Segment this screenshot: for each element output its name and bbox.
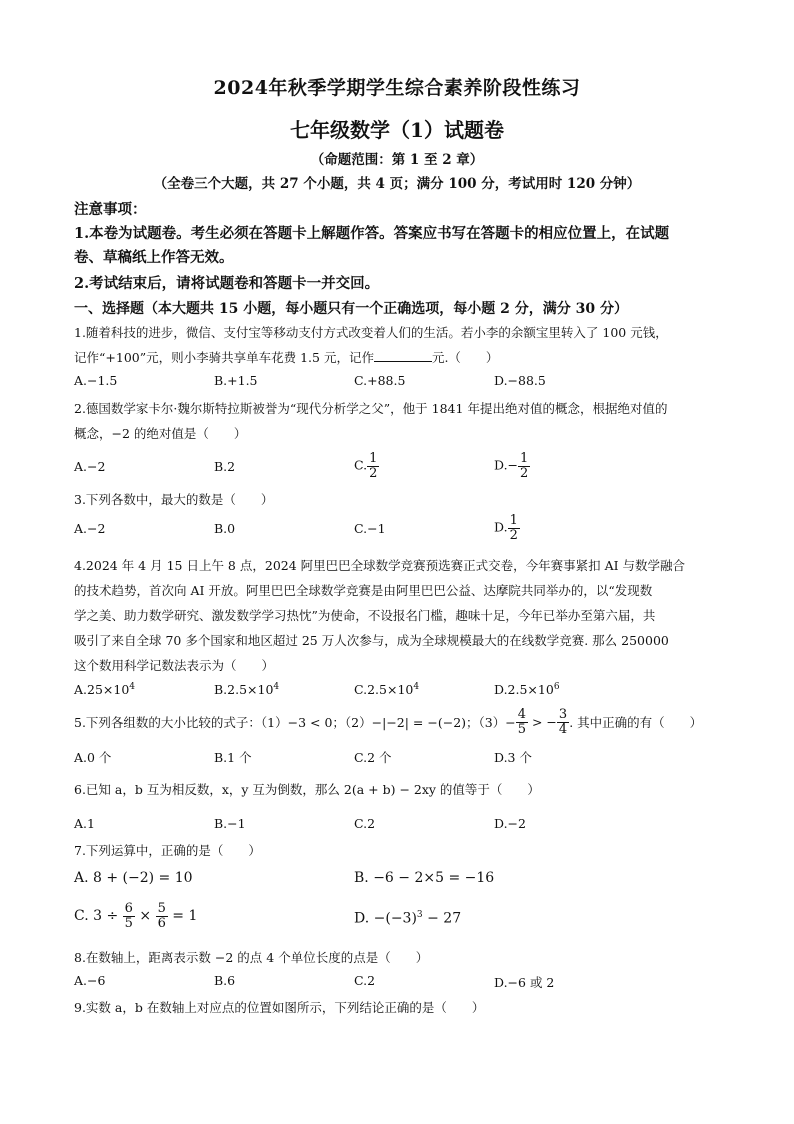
q6-option-b: B.−1	[214, 816, 246, 831]
q2-line-1: 2.德国数学家卡尔·魏尔斯特拉斯被誉为“现代分析学之父”，他于 1841 年提出绝对值的概念，根据绝对值的	[74, 401, 668, 416]
fraction: $\frac{6}{5}$	[124, 901, 133, 931]
exam-info: （全卷三个大题，共 27 个小题，共 4 页；满分 100 分，考试用时 120 分钟）	[153, 176, 641, 192]
q5-option-a: A.0 个	[74, 750, 112, 765]
exam-subtitle: 七年级数学（1）试题卷	[290, 118, 504, 142]
q6-option-c: C.2	[354, 816, 376, 831]
fraction: $\frac{4}{5}$	[517, 707, 526, 737]
q3-option-d: D. $\frac{1}{2}$	[494, 513, 518, 543]
q1-option-c: C.+88.5	[354, 373, 406, 388]
q4-option-a: $A.25\times 10^4$	[74, 682, 136, 698]
q3-options	[74, 514, 734, 548]
q8-line-1: 8.在数轴上，距离表示数 −2 的点 4 个单位长度的点是（ ）	[74, 950, 429, 965]
q7-line-1: 7.下列运算中，正确的是（ ）	[74, 843, 261, 858]
fraction: $\frac{3}{4}$	[558, 707, 568, 737]
q6-option-a: A.1	[74, 816, 95, 831]
q9-line-1: 9.实数 a，b 在数轴上对应点的位置如图所示，下列结论正确的是（ ）	[74, 1000, 485, 1015]
q2-options	[74, 452, 734, 486]
section-1-heading: 一、选择题（本大题共 15 小题，每小题只有一个正确选项，每小题 2 分，满分 30 分）	[74, 301, 628, 317]
q8-option-d: D.−6 或 2	[494, 975, 555, 990]
q1-option-a: A.−1.5	[74, 373, 118, 388]
q4-line-5: 这个数用科学记数法表示为（ ）	[74, 658, 275, 673]
q2-option-c: C. $\frac{1}{2}$	[354, 451, 378, 481]
note-1-line-1: 1.本卷为试题卷。考生必须在答题卡上解题作答。答案应书写在答题卡的相应位置上，在试题	[74, 225, 670, 242]
exam-title: 2024年秋季学期学生综合素养阶段性练习	[213, 77, 581, 99]
q8-option-a: A.−6	[74, 973, 106, 988]
note-2: 2.考试结束后，请将试题卷和答题卡一并交回。	[74, 275, 380, 292]
q4-options	[74, 682, 734, 704]
q5-option-d: D.3 个	[494, 750, 532, 765]
q5-option-b: B.1 个	[214, 750, 252, 765]
q7-option-a: A. 8 + (−2) = 10	[74, 870, 193, 886]
q3-option-b: B.0	[214, 521, 236, 536]
q4-line-3: 学之美、助力数学研究、激发数学学习热忱”为使命，不设报名门槛，趣味十足，今年已举办至第六届，共	[74, 608, 656, 623]
q2-line-2: 概念，−2 的绝对值是（ ）	[74, 426, 247, 441]
q4-option-d: $D.2.5\times 10^6$	[494, 682, 560, 698]
q8-option-c: C.2	[354, 973, 376, 988]
q7-options-row-2	[74, 902, 734, 940]
q4-line-1: 4.2024 年 4 月 15 日上午 8 点，2024 阿里巴巴全球数学竞赛预选赛正式交卷，今年赛事紧扣 AI 与数学融合	[74, 558, 686, 573]
q3-option-a: A.−2	[74, 521, 106, 536]
q2-option-d: D.− $\frac{1}{2}$	[494, 451, 529, 481]
fraction: $\frac{5}{6}$	[157, 901, 166, 931]
q7-options-row-1	[74, 870, 734, 892]
q6-options	[74, 816, 734, 838]
q1-line-2: 记作“+100”元，则小李骑共享单车花费 1.5 元，记作 元.（ ）	[74, 350, 499, 365]
q3-option-c: C.−1	[354, 521, 386, 536]
q3-line-1: 3.下列各数中，最大的数是（ ）	[74, 492, 274, 507]
q8-options	[74, 973, 734, 995]
q2-option-a: A.−2	[74, 459, 106, 474]
q1-line-1: 1.随着科技的进步，微信、支付宝等移动支付方式改变着人们的生活。若小李的余额宝里转入了 100 元钱，	[74, 325, 668, 340]
fraction: $\frac{1}{2}$	[369, 451, 378, 481]
q4-line-2: 的技术趋势，首次向 AI 开放。阿里巴巴全球数学竞赛是由阿里巴巴公益、达摩院共同举办的，以“发现数	[74, 583, 653, 598]
q4-option-c: $C.2.5\times 10^4$	[354, 682, 420, 698]
q6-line-1: 6.已知 a，b 互为相反数，x，y 互为倒数，那么 2(a + b) − 2xy 的值等于（ ）	[74, 782, 540, 797]
q5-option-c: C.2 个	[354, 750, 392, 765]
note-1-line-2: 卷、草稿纸上作答无效。	[74, 249, 234, 266]
q6-option-d: D.−2	[494, 816, 526, 831]
q1-option-b: B.+1.5	[214, 373, 258, 388]
q4-option-b: $B.2.5\times 10^4$	[214, 682, 280, 698]
exam-scope: （命题范围：第 1 至 2 章）	[310, 152, 484, 168]
fraction: $\frac{1}{2}$	[509, 513, 518, 543]
fraction: $\frac{1}{2}$	[520, 451, 529, 481]
q2-option-b: B.2	[214, 459, 236, 474]
q4-line-4: 吸引了来自全球 70 多个国家和地区超过 25 万人次参与，成为全球规模最大的在线数学竞赛. 那么 250000	[74, 633, 669, 648]
q7-option-c: C. 3 ÷ $\frac{6}{5}$ × $\frac{5}{6}$ = 1	[74, 901, 198, 931]
answer-blank	[374, 349, 432, 362]
q5-options	[74, 748, 734, 770]
q1-option-d: D.−88.5	[494, 373, 546, 388]
q7-option-b: B. −6 − 2×5 = −16	[354, 870, 495, 886]
q7-option-d: D. $-(-3)^3 - 27$	[354, 910, 462, 927]
q8-option-b: B.6	[214, 973, 236, 988]
q1-options	[74, 373, 734, 395]
notes-heading: 注意事项：	[74, 201, 147, 218]
q5-line-1: 5.下列各组数的大小比较的式子：（1）−3 < 0；（2）−|−2| = −(−2)；（3）− $\frac{4}{5}$ > − $\frac{3}{4}$ . 其中正确的有（ ）	[74, 707, 703, 737]
